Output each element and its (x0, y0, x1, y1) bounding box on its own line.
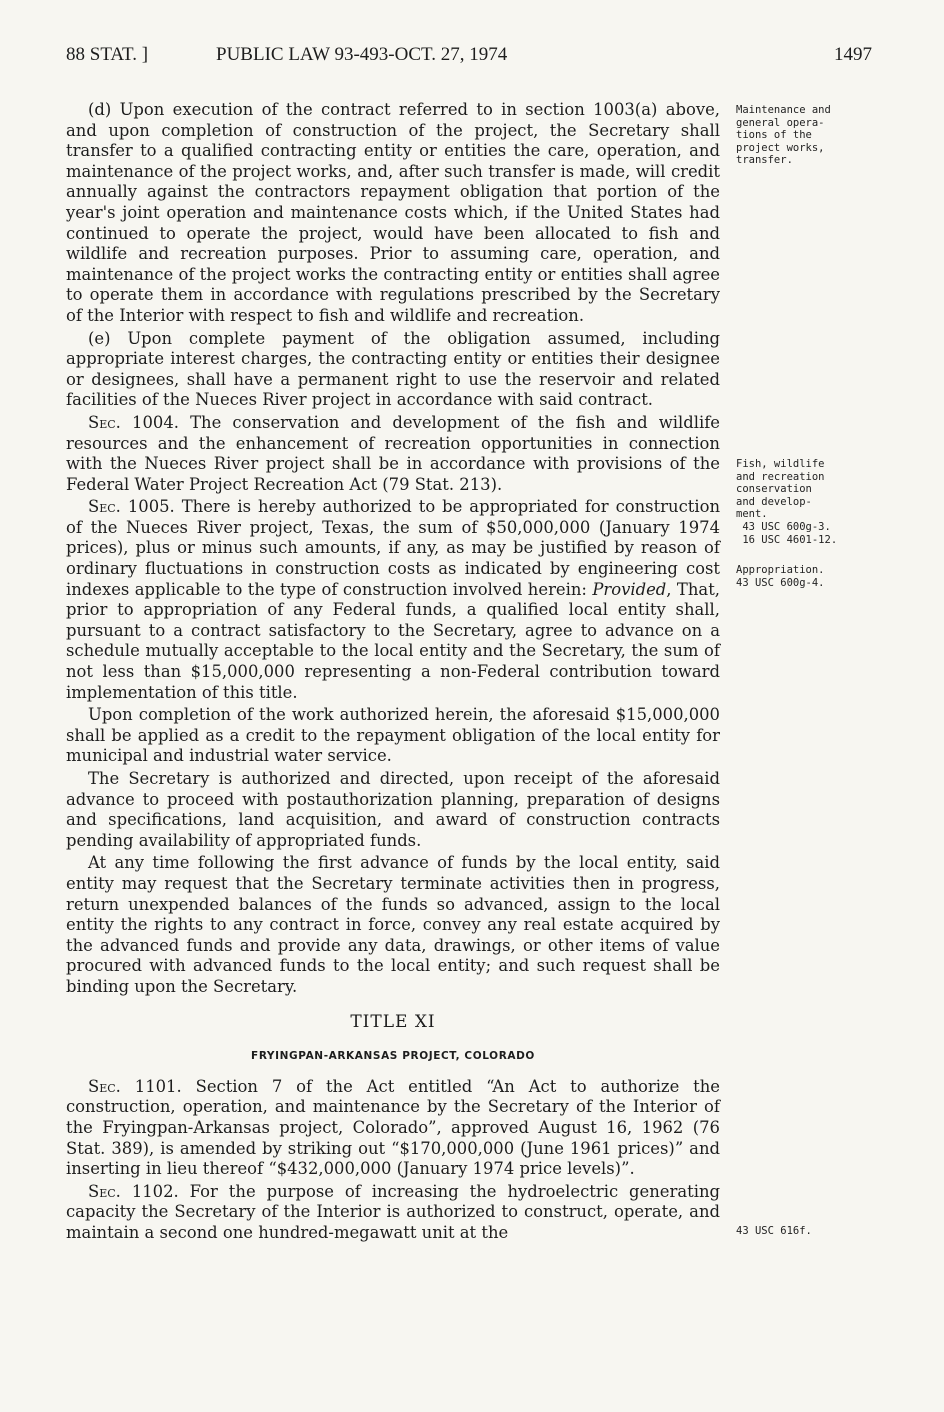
paragraph-secretary-authorized: The Secretary is authorized and directed, upon receipt of the aforesaid advance to proceed with postauthorization planning, preparation of designs and specifications, land acquisition, and award of construction contracts pending availability of appropriated funds. (66, 769, 720, 850)
margin-note-fish-wildlife (736, 458, 876, 546)
section-1005 (66, 497, 720, 703)
note-line: and recreation (736, 470, 825, 483)
section-1005-text-b: , That, prior to appropriation of any Federal funds, a qualified local entity shall, pursuant to a contract satisfactory to the Secretary, agree to advance on a schedule mutually acceptable to the local entity and the Secretary, the sum of not less than $15,000,000 representing a non-Federal contribution toward implementation of this title. (66, 579, 720, 702)
paragraph-upon-completion: Upon completion of the work authorized herein, the aforesaid $15,000,000 shall be applied as a credit to the repayment obligation of the local entity for municipal and industrial water service. (66, 705, 720, 766)
section-1102 (66, 1182, 720, 1244)
note-line: tions of the (736, 129, 812, 142)
section-1101 (66, 1077, 720, 1180)
note-line: and develop- (736, 495, 812, 508)
margin-note-appropriation (736, 564, 876, 589)
note-line: Appropriation. (736, 564, 825, 576)
section-1101-text: Section 7 of the Act entitled “An Act to authorize the construction, operation, and maintenance by the Secretary of the Interior of the Fryingpan-Arkansas project, Colorado”, approved August 16, 1962 (76 Stat. 389), is amended by striking out “$170,000,000 (June 1961 prices)” and inserting in lieu thereof “$432,000,000 (January 1974 price levels)”. (66, 1076, 720, 1179)
page-header (66, 44, 872, 74)
note-line: project works, (736, 141, 825, 154)
section-1101-label: Sec. 1101. (88, 1076, 182, 1096)
page-number: 1497 (834, 44, 872, 65)
note-line: Maintenance and (736, 104, 831, 116)
note-line: 16 USC 4601-12. (736, 533, 838, 546)
note-line: 43 USC 600g-3. (736, 520, 831, 533)
section-1005-text-a: There is hereby authorized to be appropriated for construction of the Nueces River project, Texas, the sum of $50,000,000 (January 1974 prices), plus or minus such amounts, if any, as may be justified by reason of ordinary fluctuations in construction costs as indicated by engineering cost indexes applicable to the type of construction involved herein: (66, 497, 720, 599)
section-1102-text: For the purpose of increasing the hydroelectric generating capacity the Secretary of the Interior is authorized to construct, operate, and maintain a second one hundred-megawatt unit at the (66, 1181, 720, 1242)
note-line: 43 USC 600g-4. (736, 576, 825, 589)
title-subheading: FRYINGPAN-ARKANSAS PROJECT, COLORADO (251, 1050, 535, 1063)
section-1004 (66, 413, 720, 495)
title-heading: TITLE XI (350, 1011, 436, 1032)
section-1004-text: The conservation and development of the fish and wildlife resources and the enhancement of recreation opportunities in connection with the Nueces River project shall be in accordance with provisions of the Federal Water Project Recreation Act (79 Stat. 213). (66, 412, 720, 494)
paragraph-d: (d) Upon execution of the contract referred to in section 1003(a) above, and upon completion of construction of the project, the Secretary shall transfer to a qualified contracting entity or entities the care, operation, and maintenance of the project works, and, after such transfer is made, will credit annually against the contractors repayment obligation that portion of the year's joint operation and maintenance costs which, if the United States had continued to operate the project, would have been allocated to fish and wildlife and recreation purposes. Prior to assuming care, operation, and maintenance of the project works the contracting entity or entities shall agree to operate them in accordance with regulations prescribed by the Secretary of the Interior with respect to fish and wildlife and recreation. (66, 100, 720, 325)
note-line: transfer. (736, 154, 793, 167)
margin-note-usc-616f (736, 1225, 876, 1238)
law-title: PUBLIC LAW 93-493-OCT. 27, 1974 (216, 44, 508, 65)
paragraph-any-time: At any time following the first advance of funds by the local entity, said entity may request that the Secretary terminate activities then in progress, return unexpended balances of the funds so advanced, assign to the local entity the rights to any contract in force, convey any real estate acquired by the advanced funds and provide any data, drawings, or other items of value procured with advanced funds to the local entity; and such request shall be binding upon the Secretary. (66, 853, 720, 996)
note-line: Fish, wildlife (736, 458, 825, 470)
margin-note-maintenance (736, 104, 876, 167)
paragraph-e: (e) Upon complete payment of the obligation assumed, including appropriate interest charges, the contracting entity or entities their designee or designees, shall have a permanent right to use the reservoir and related facilities of the Nueces River project in accordance with said contract. (66, 328, 720, 410)
note-line: general opera- (736, 116, 825, 129)
section-1005-label: Sec. 1005. (88, 497, 175, 517)
section-1102-label: Sec. 1102. (88, 1181, 179, 1201)
main-text-column (66, 100, 720, 1243)
note-line: 43 USC 616f. (736, 1225, 812, 1237)
provided-term: Provided (592, 579, 667, 599)
section-1004-label: Sec. 1004. (88, 412, 179, 432)
note-line: conservation (736, 483, 812, 496)
note-line: ment. (736, 508, 768, 521)
stat-reference: 88 STAT. ] (66, 44, 149, 65)
